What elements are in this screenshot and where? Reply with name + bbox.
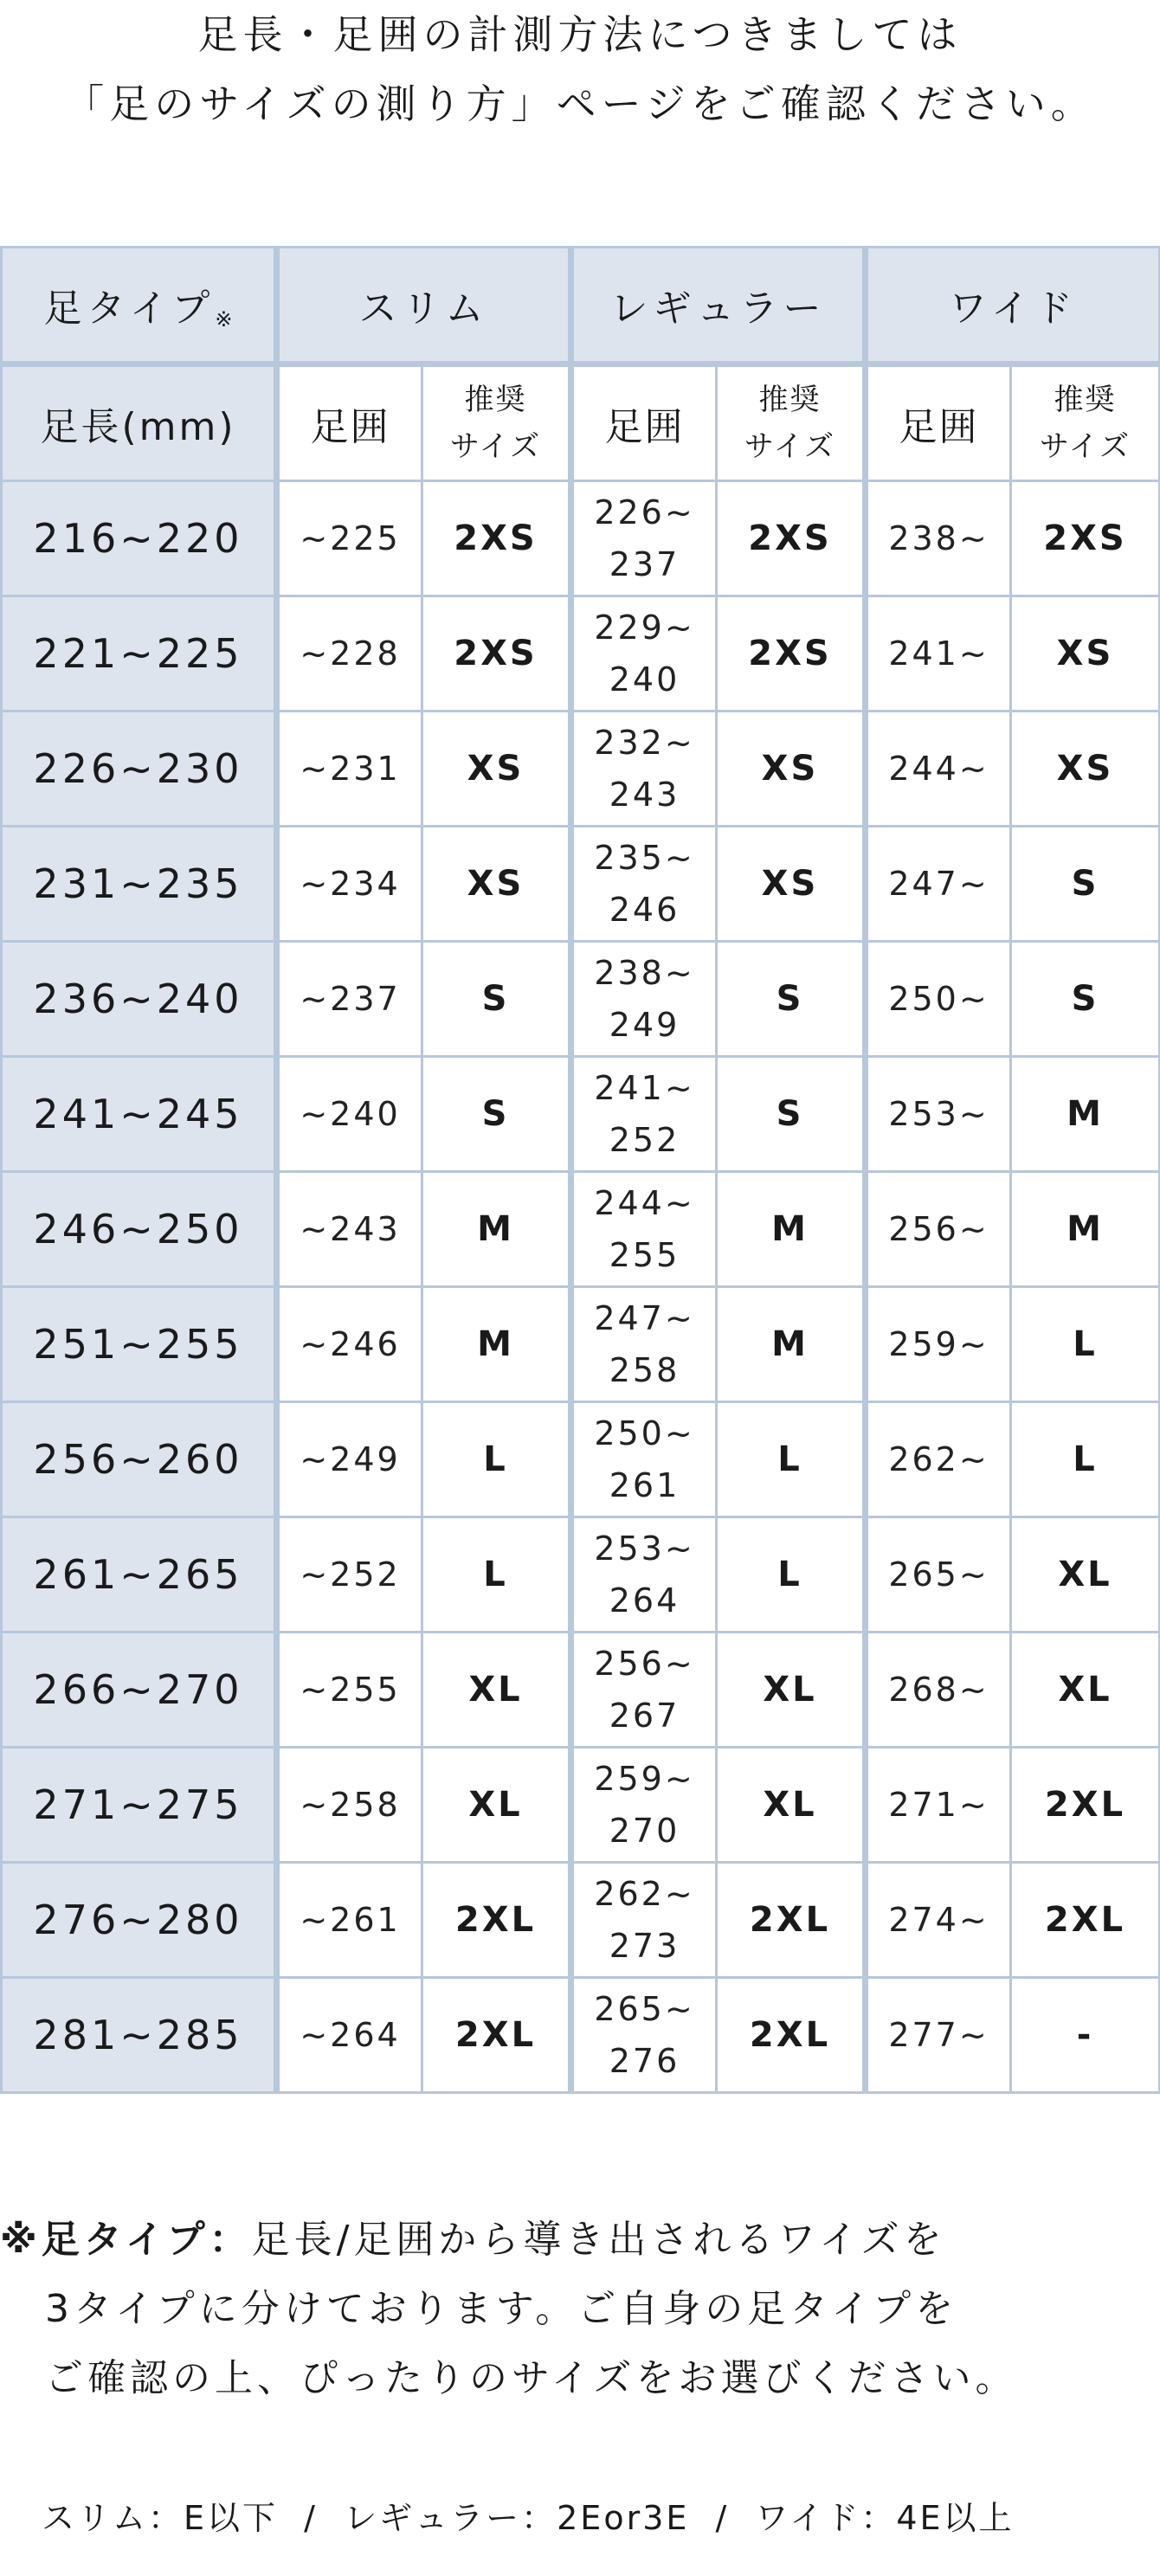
regular-girth-cell	[571, 1978, 717, 2093]
regular-girth-from: 256~	[594, 1645, 695, 1683]
foot-type-label: 足タイプ	[43, 287, 216, 331]
foot-length-cell: 226~230	[2, 712, 277, 827]
wide-size-cell: M	[1011, 1172, 1160, 1287]
regular-girth-cell	[571, 481, 717, 596]
slim-girth-cell: ~258	[277, 1748, 422, 1863]
slim-girth-cell: ~225	[277, 481, 422, 596]
recommended-label-1: 推奨	[758, 383, 822, 417]
foot-length-cell: 221~225	[2, 596, 277, 712]
table-row	[2, 827, 1160, 942]
wide-girth-cell: 259~	[866, 1287, 1011, 1402]
wide-girth-cell: 244~	[866, 712, 1011, 827]
foot-length-cell: 281~285	[2, 1978, 277, 2093]
wide-size-cell: L	[1011, 1402, 1160, 1517]
slim-size-cell: M	[422, 1287, 571, 1402]
footnote-line-1	[0, 2206, 1160, 2275]
slim-size-cell: 2XL	[422, 1863, 571, 1978]
regular-girth-to: 258	[609, 1351, 680, 1389]
footnote-text-1: 足長/足囲から導き出されるワイズを	[251, 2218, 946, 2262]
regular-size-cell: 2XL	[717, 1978, 866, 2093]
regular-girth-cell	[571, 1517, 717, 1633]
table-row	[2, 1287, 1160, 1402]
regular-size-cell: M	[717, 1172, 866, 1287]
regular-girth-cell	[571, 1748, 717, 1863]
slim-size-cell: 2XL	[422, 1978, 571, 2093]
table-row	[2, 1402, 1160, 1517]
foot-length-cell: 261~265	[2, 1517, 277, 1633]
regular-girth-to: 264	[609, 1581, 680, 1620]
foot-length-cell: 241~245	[2, 1057, 277, 1172]
regular-girth-to: 252	[609, 1121, 680, 1159]
wide-girth-cell: 262~	[866, 1402, 1011, 1517]
intro-text	[0, 0, 1160, 138]
recommended-label-2: サイズ	[449, 429, 542, 464]
wide-girth-cell: 268~	[866, 1633, 1011, 1748]
intro-line-1: 足長・足囲の計測方法につきましては	[197, 11, 963, 58]
regular-girth-to: 273	[609, 1927, 680, 1965]
slim-girth-cell: ~243	[277, 1172, 422, 1287]
wide-girth-cell: 256~	[866, 1172, 1011, 1287]
regular-size-cell: XL	[717, 1748, 866, 1863]
wide-size-cell: 2XS	[1011, 481, 1160, 596]
regular-girth-cell	[571, 1057, 717, 1172]
slim-size-cell: S	[422, 1057, 571, 1172]
type-header-regular: レギュラー	[571, 248, 866, 364]
regular-girth-to: 267	[609, 1697, 680, 1735]
slim-size-cell: 2XS	[422, 481, 571, 596]
regular-girth-from: 235~	[594, 839, 695, 877]
wide-size-cell: -	[1011, 1978, 1160, 2093]
regular-girth-cell	[571, 712, 717, 827]
slim-girth-cell: ~252	[277, 1517, 422, 1633]
regular-size-cell: XS	[717, 712, 866, 827]
regular-girth-to: 243	[609, 776, 680, 814]
slim-girth-cell: ~255	[277, 1633, 422, 1748]
size-rows	[2, 481, 1160, 2093]
foot-length-cell: 251~255	[2, 1287, 277, 1402]
wide-girth-cell: 274~	[866, 1863, 1011, 1978]
regular-girth-cell	[571, 596, 717, 712]
girth-header-regular: 足囲	[571, 364, 717, 481]
footnote-mark: ※	[215, 307, 233, 332]
regular-girth-cell	[571, 1863, 717, 1978]
regular-girth-from: 229~	[594, 609, 695, 647]
regular-girth-to: 261	[609, 1466, 680, 1504]
regular-girth-cell	[571, 1287, 717, 1402]
regular-girth-from: 253~	[594, 1530, 695, 1568]
slim-size-cell: XL	[422, 1633, 571, 1748]
table-row	[2, 1863, 1160, 1978]
regular-girth-from: 226~	[594, 493, 695, 531]
slim-size-cell: XS	[422, 712, 571, 827]
wide-girth-cell: 241~	[866, 596, 1011, 712]
wide-size-cell: S	[1011, 942, 1160, 1057]
wide-girth-cell: 238~	[866, 481, 1011, 596]
recommended-label-2: サイズ	[744, 429, 836, 464]
wide-size-cell: 2XL	[1011, 1748, 1160, 1863]
regular-girth-to: 246	[609, 891, 680, 929]
wide-size-cell: XS	[1011, 596, 1160, 712]
slim-girth-cell: ~234	[277, 827, 422, 942]
regular-size-cell: L	[717, 1517, 866, 1633]
regular-girth-to: 270	[609, 1812, 680, 1850]
regular-girth-cell	[571, 1633, 717, 1748]
slim-girth-cell: ~240	[277, 1057, 422, 1172]
footnote-mark-symbol: ※	[0, 2218, 42, 2262]
wide-girth-cell: 247~	[866, 827, 1011, 942]
foot-length-cell: 271~275	[2, 1748, 277, 1863]
regular-girth-from: 241~	[594, 1069, 695, 1107]
footnote-colon: ：	[209, 2218, 252, 2262]
regular-girth-cell	[571, 942, 717, 1057]
regular-girth-from: 265~	[594, 1990, 695, 2028]
regular-girth-from: 250~	[594, 1414, 695, 1452]
footnote-line-2: 3タイプに分けております。ご自身の足タイプを	[45, 2287, 958, 2331]
regular-size-cell: 2XS	[717, 596, 866, 712]
size-chart	[0, 246, 1160, 2094]
recommended-header-slim	[422, 364, 571, 481]
foot-length-cell: 256~260	[2, 1402, 277, 1517]
slim-girth-cell: ~237	[277, 942, 422, 1057]
slim-size-cell: S	[422, 942, 571, 1057]
slim-girth-cell: ~246	[277, 1287, 422, 1402]
slim-girth-cell: ~264	[277, 1978, 422, 2093]
foot-length-cell: 266~270	[2, 1633, 277, 1748]
footnote	[0, 2206, 1160, 2413]
regular-girth-from: 244~	[594, 1184, 695, 1222]
recommended-header-wide	[1011, 364, 1160, 481]
width-legend: スリム：E以下 / レギュラー：2Eor3E / ワイド：4E以上	[42, 2499, 1015, 2537]
recommended-label-1: 推奨	[1054, 383, 1117, 417]
size-table	[0, 246, 1160, 2094]
recommended-label-1: 推奨	[464, 383, 527, 417]
regular-size-cell: 2XL	[717, 1863, 866, 1978]
regular-girth-from: 232~	[594, 724, 695, 762]
regular-girth-from: 262~	[594, 1875, 695, 1913]
regular-girth-to: 237	[609, 545, 680, 583]
regular-girth-to: 240	[609, 660, 680, 699]
slim-girth-cell: ~261	[277, 1863, 422, 1978]
regular-girth-cell	[571, 1402, 717, 1517]
regular-girth-cell	[571, 827, 717, 942]
wide-size-cell: S	[1011, 827, 1160, 942]
table-row	[2, 596, 1160, 712]
wide-girth-cell: 265~	[866, 1517, 1011, 1633]
foot-length-cell: 236~240	[2, 942, 277, 1057]
regular-girth-from: 259~	[594, 1760, 695, 1798]
table-row	[2, 1172, 1160, 1287]
girth-header-slim: 足囲	[277, 364, 422, 481]
foot-length-cell: 276~280	[2, 1863, 277, 1978]
slim-girth-cell: ~249	[277, 1402, 422, 1517]
footnote-line-3: ご確認の上、ぴったりのサイズをお選びください。	[45, 2356, 1018, 2400]
regular-girth-to: 249	[609, 1006, 680, 1044]
recommended-header-regular	[717, 364, 866, 481]
slim-size-cell: XS	[422, 827, 571, 942]
header-row-columns	[2, 364, 1160, 481]
table-row	[2, 1748, 1160, 1863]
foot-type-header	[2, 248, 277, 364]
slim-size-cell: 2XS	[422, 596, 571, 712]
length-header: 足長(mm)	[2, 364, 277, 481]
regular-size-cell: M	[717, 1287, 866, 1402]
slim-size-cell: M	[422, 1172, 571, 1287]
header-row-types	[2, 248, 1160, 364]
regular-size-cell: L	[717, 1402, 866, 1517]
table-row	[2, 1057, 1160, 1172]
slim-girth-cell: ~228	[277, 596, 422, 712]
table-row	[2, 1517, 1160, 1633]
regular-size-cell: 2XS	[717, 481, 866, 596]
wide-size-cell: XL	[1011, 1517, 1160, 1633]
wide-girth-cell: 271~	[866, 1748, 1011, 1863]
table-row	[2, 481, 1160, 596]
table-row	[2, 1978, 1160, 2093]
intro-line-2: 「足のサイズの測り方」ページをご確認ください。	[64, 80, 1096, 127]
foot-length-cell: 216~220	[2, 481, 277, 596]
regular-girth-from: 238~	[594, 954, 695, 992]
slim-size-cell: L	[422, 1517, 571, 1633]
table-row	[2, 712, 1160, 827]
recommended-label-2: サイズ	[1039, 429, 1131, 464]
regular-size-cell: XS	[717, 827, 866, 942]
wide-girth-cell: 277~	[866, 1978, 1011, 2093]
wide-girth-cell: 253~	[866, 1057, 1011, 1172]
wide-size-cell: XL	[1011, 1633, 1160, 1748]
wide-size-cell: 2XL	[1011, 1863, 1160, 1978]
regular-girth-from: 247~	[594, 1299, 695, 1337]
table-row	[2, 1633, 1160, 1748]
wide-size-cell: L	[1011, 1287, 1160, 1402]
slim-size-cell: L	[422, 1402, 571, 1517]
regular-size-cell: XL	[717, 1633, 866, 1748]
foot-length-cell: 246~250	[2, 1172, 277, 1287]
slim-size-cell: XL	[422, 1748, 571, 1863]
type-header-slim: スリム	[277, 248, 571, 364]
wide-size-cell: XS	[1011, 712, 1160, 827]
regular-girth-to: 255	[609, 1236, 680, 1274]
regular-size-cell: S	[717, 942, 866, 1057]
table-row	[2, 942, 1160, 1057]
foot-length-cell: 231~235	[2, 827, 277, 942]
wide-girth-cell: 250~	[866, 942, 1011, 1057]
regular-girth-cell	[571, 1172, 717, 1287]
wide-size-cell: M	[1011, 1057, 1160, 1172]
regular-size-cell: S	[717, 1057, 866, 1172]
girth-header-wide: 足囲	[866, 364, 1011, 481]
regular-girth-to: 276	[609, 2042, 680, 2080]
type-header-wide: ワイド	[866, 248, 1160, 364]
footnote-term: 足タイプ	[41, 2218, 209, 2262]
slim-girth-cell: ~231	[277, 712, 422, 827]
